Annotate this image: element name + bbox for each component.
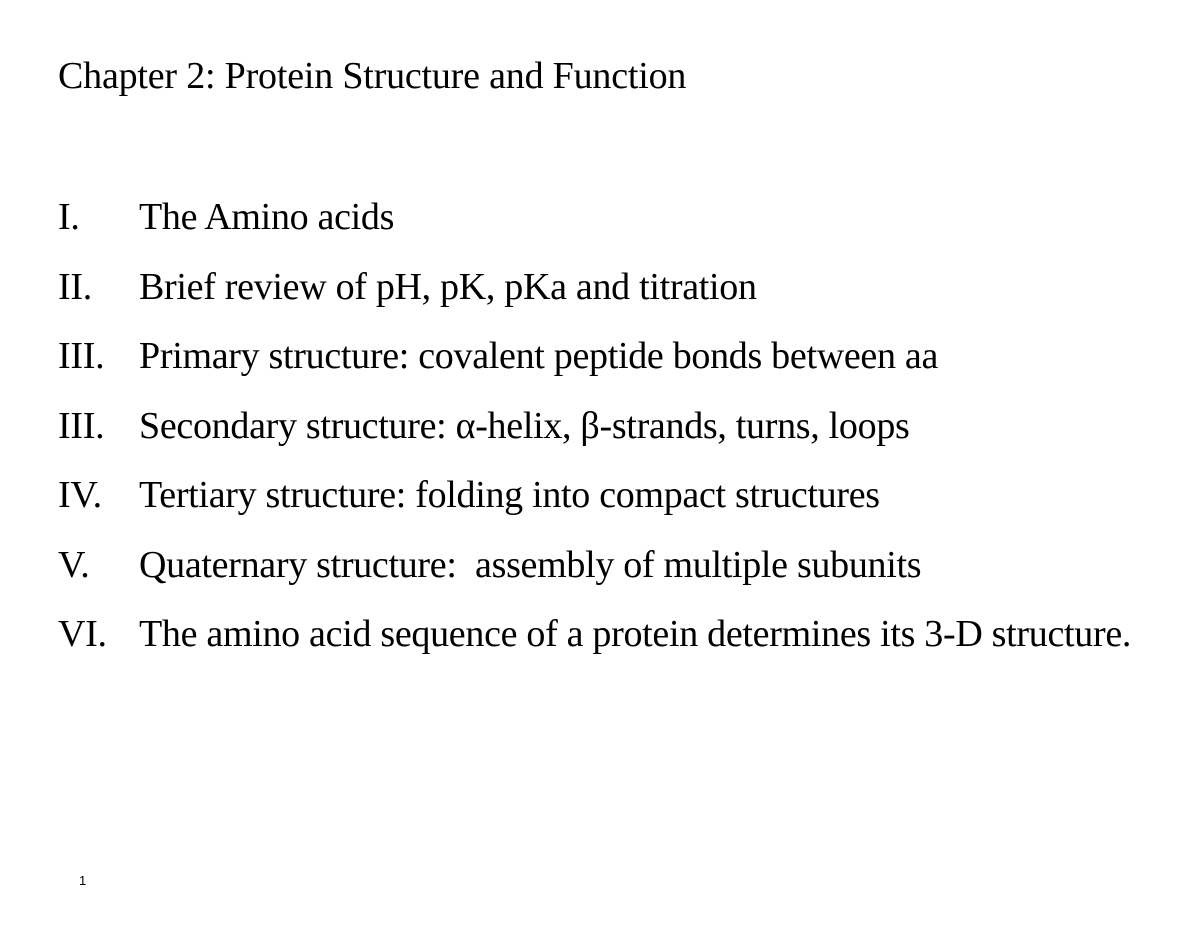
outline-item-1 [58,193,1158,241]
outline-text: Tertiary structure: folding into compact structures [139,474,880,516]
outline-numeral: V. [58,543,90,586]
outline-text: Secondary structure: α-helix, β-strands, turns, loops [139,404,910,447]
outline-text: The Amino acids [139,196,395,238]
outline-item-6 [58,541,1158,589]
outline-numeral: II. [58,265,92,308]
outline-item-7 [58,610,1158,660]
outline-list [58,193,1158,682]
outline-text: Quaternary structure: assembly of multiple subunits [139,543,922,586]
outline-text: Primary structure: covalent peptide bonds between aa [139,335,939,377]
outline-item-4 [58,402,1158,450]
page-number: 1 [79,873,87,888]
outline-item-3 [58,332,1158,380]
outline-numeral: I. [58,196,80,238]
outline-numeral: IV. [58,474,102,516]
slide-title: Chapter 2: Protein Structure and Function [58,55,687,97]
outline-item-2 [58,263,1158,311]
outline-numeral: III. [58,335,105,377]
outline-numeral: III. [58,404,105,447]
outline-item-5 [58,471,1158,519]
outline-text: Brief review of pH, pK, pKa and titration [139,265,757,308]
outline-text: The amino acid sequence of a protein determines its 3-D structure. [139,613,1132,655]
outline-numeral: VI. [58,613,107,655]
